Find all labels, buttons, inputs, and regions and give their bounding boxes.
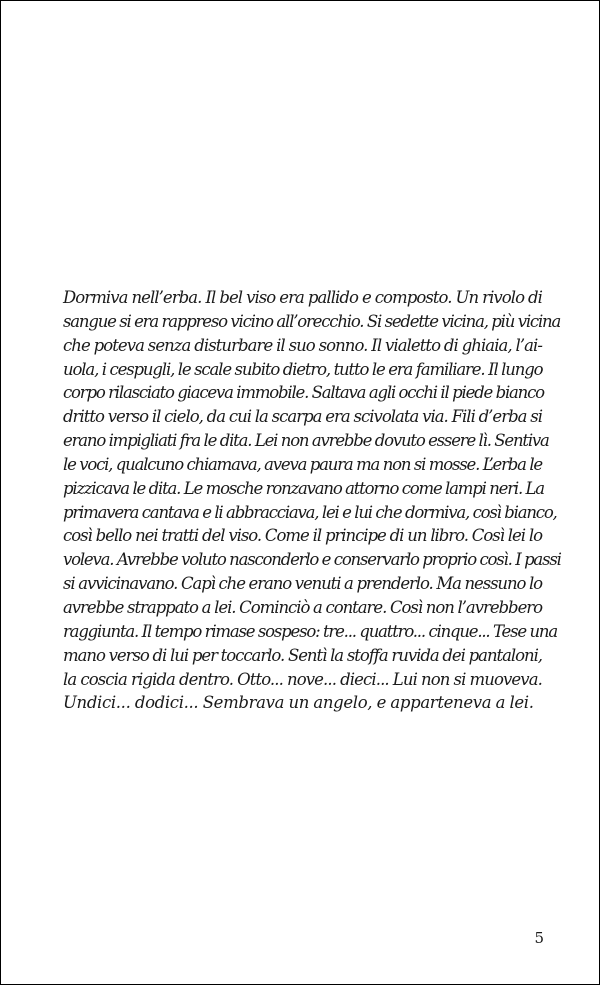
body-text [63,286,561,715]
text-line: dritto verso il cielo, da cui la scarpa era scivolata via. Fili d’erba si [63,407,542,427]
text-line: avrebbe strappato a lei. Cominciò a contare. Così non l’avrebbero [63,597,543,617]
text-line-last: Undici... dodici... Sembrava un angelo, e apparteneva a lei. [63,693,534,713]
text-line: uola, i cespugli, le scale subito dietro, tutto le era familiare. Il lungo [63,359,543,379]
text-line: sangue si era rappreso vicino all’orecchio. Si sedette vicina, più vicina [63,311,561,331]
text-line: le voci, qualcuno chiamava, aveva paura ma non si mosse. L’erba le [63,454,542,474]
text-line: si avvicinavano. Capì che erano venuti a prenderlo. Ma nessuno lo [63,574,542,594]
text-line: erano impigliati fra le dita. Lei non avrebbe dovuto essere lì. Sentiva [63,431,549,451]
text-line: voleva. Avrebbe voluto nasconderlo e conservarlo proprio così. I passi [63,550,561,570]
text-line: che poteva senza disturbare il suo sonno. Il vialetto di ghiaia, l’ai- [63,335,542,355]
text-line: corpo rilasciato giaceva immobile. Saltava agli occhi il piede bianco [63,383,544,403]
page-number: 5 [534,929,544,947]
text-line: primavera cantava e li abbracciava, lei e lui che dormiva, così bianco, [63,502,557,522]
text-line: raggiunta. Il tempo rimase sospeso: tre... quattro... cinque... Tese una [63,621,557,641]
text-line: pizzicava le dita. Le mosche ronzavano attorno come lampi neri. La [63,478,544,498]
text-line: così bello nei tratti del viso. Come il principe di un libro. Così lei lo [63,526,542,546]
text-line: la coscia rigida dentro. Otto... nove... dieci... Lui non si muoveva. [63,669,542,689]
text-line: Dormiva nell’erba. Il bel viso era pallido e composto. Un rivolo di [63,288,542,307]
text-line: mano verso di lui per toccarlo. Sentì la stoffa ruvida dei pantaloni, [63,645,542,665]
